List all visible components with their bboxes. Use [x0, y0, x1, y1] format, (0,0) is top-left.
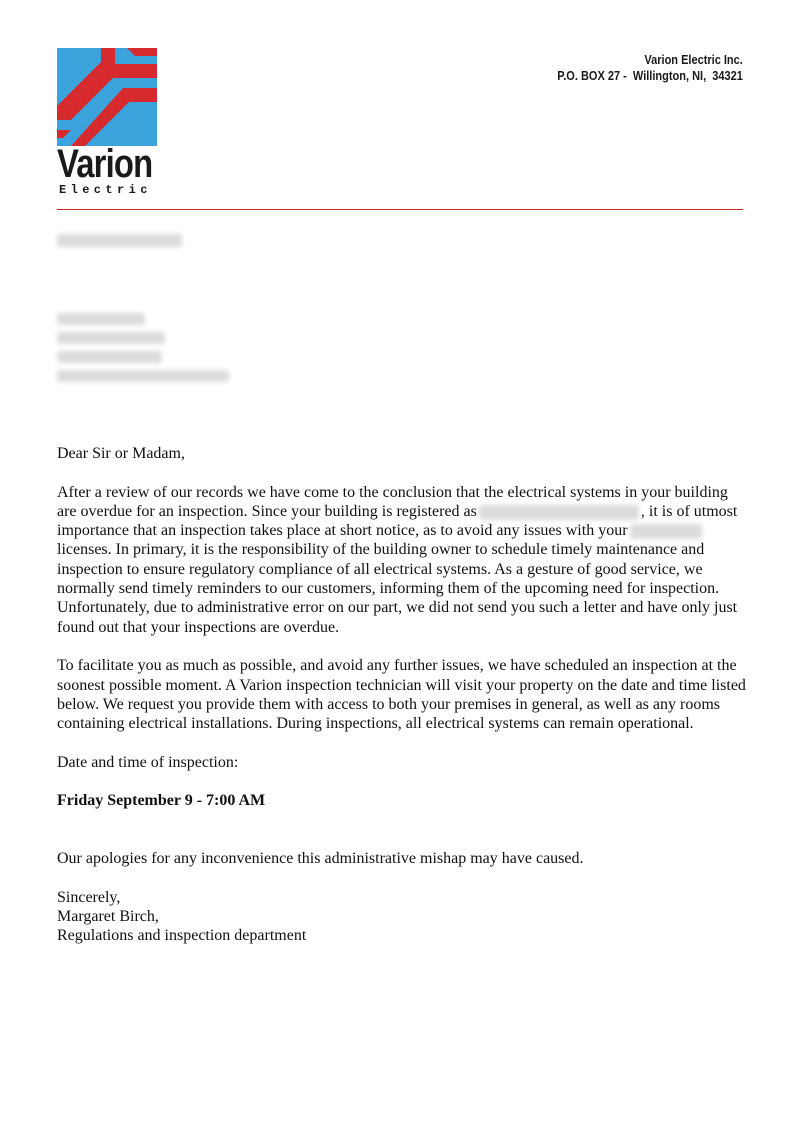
closing: Sincerely,	[57, 888, 121, 906]
paragraph-records	[57, 483, 747, 637]
redacted-address-line	[57, 332, 165, 344]
redacted-address-line	[57, 351, 162, 363]
company-address: P.O. BOX 27 - Willington, NI, 34321	[557, 69, 743, 83]
header-divider	[57, 209, 743, 210]
varion-logo-mark	[57, 48, 157, 146]
logo-subtitle: Electric	[59, 183, 152, 197]
apology: Our apologies for any inconvenience this administrative mishap may have caused.	[57, 850, 584, 868]
redacted-address-line	[57, 370, 229, 382]
date-label: Date and time of inspection:	[57, 753, 239, 771]
paragraph-records-part-2: , it is of utmost importance that an inspection takes place at short notice, as to avoid any issues with your	[57, 502, 738, 540]
paragraph-schedule: To facilitate you as much as possible, and avoid any further issues, we have scheduled an inspection at the soonest possible moment. A Varion inspection technician will visit your property on the date and time listed below. We request you provide them with access to both your premises in general, as well as any rooms containing electrical installations. During inspections, all electrical systems can remain operational.	[57, 657, 746, 733]
logo-wordmark: Varion	[57, 142, 153, 186]
paragraph-records-part-3: licenses. In primary, it is the responsibility of the building owner to schedule timely maintenance and inspection to ensure regulatory compliance of all electrical systems. As a gesture of good service, we normally send timely reminders to our customers, informing them of the upcoming need for inspection. Unfortunately, due to administrative error on our part, we did not send you such a letter and have only just found out that your inspections are overdue.	[57, 541, 738, 636]
redacted-registration	[479, 505, 639, 520]
redacted-license-type	[630, 524, 702, 539]
varion-logo	[57, 48, 157, 198]
letter-body	[57, 444, 747, 946]
inspection-datetime: Friday September 9 - 7:00 AM	[57, 792, 266, 810]
redacted-address-line	[57, 313, 145, 325]
signer-name: Margaret Birch,	[57, 908, 159, 926]
company-name: Varion Electric Inc.	[644, 53, 743, 67]
signer-department: Regulations and inspection department	[57, 927, 307, 945]
redacted-date	[57, 234, 182, 247]
paragraph-records-part-1: After a review of our records we have come to the conclusion that the electrical systems in your building are overdue for an inspection. Since your building is registered as	[57, 483, 728, 520]
salutation: Dear Sir or Madam,	[57, 445, 185, 462]
company-header	[532, 52, 743, 84]
